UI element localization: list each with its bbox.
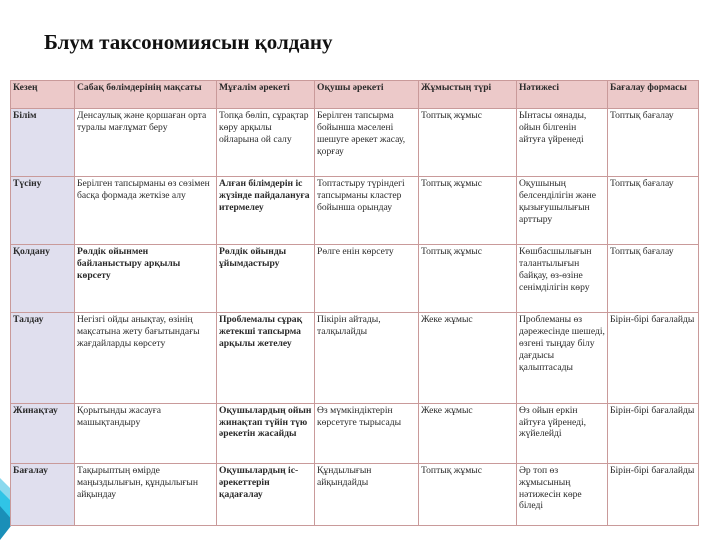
table-row bbox=[11, 403, 699, 463]
result-cell: Көшбасшылығын талантылығын байқау, өз-өзіне сенімділігін көру bbox=[517, 245, 608, 313]
col-header-goal: Сабақ бөлімдерінің мақсаты bbox=[75, 81, 217, 109]
stage-cell: Түсіну bbox=[11, 177, 75, 245]
work-cell: Топтық жұмыс bbox=[419, 463, 517, 525]
table-header-row bbox=[11, 81, 699, 109]
teacher-cell: Оқушылардың ойын жинақтап түйін түю әрекетін жасайды bbox=[217, 403, 315, 463]
bloom-taxonomy-table bbox=[10, 80, 699, 526]
student-cell: Пікірін айтады, талқылайды bbox=[315, 313, 419, 403]
student-cell: Өз мүмкіндіктерін көрсетуге тырысады bbox=[315, 403, 419, 463]
teacher-cell: Алған білімдерін іс жүзінде пайдалануға итермелеу bbox=[217, 177, 315, 245]
teacher-cell: Топқа бөліп, сұрақтар көру арқылы ойларына ой салу bbox=[217, 109, 315, 177]
work-cell: Топтық жұмыс bbox=[419, 245, 517, 313]
table-row bbox=[11, 463, 699, 525]
assessment-cell: Топтық бағалау bbox=[608, 177, 699, 245]
result-cell: Оқушының белсенділігін және қызығушылығын арттыру bbox=[517, 177, 608, 245]
work-cell: Жеке жұмыс bbox=[419, 313, 517, 403]
assessment-cell: Бірін-бірі бағалайды bbox=[608, 463, 699, 525]
col-header-result: Нәтижесі bbox=[517, 81, 608, 109]
teacher-cell: Рөлдік ойынды ұйымдастыру bbox=[217, 245, 315, 313]
assessment-cell: Бірін-бірі бағалайды bbox=[608, 313, 699, 403]
assessment-cell: Бірін-бірі бағалайды bbox=[608, 403, 699, 463]
result-cell: Ынтасы оянады, ойын білгенін айтуға үйренеді bbox=[517, 109, 608, 177]
col-header-assessment: Бағалау формасы bbox=[608, 81, 699, 109]
work-cell: Топтық жұмыс bbox=[419, 109, 517, 177]
teacher-cell: Оқушылардың іс-әрекеттерін қадағалау bbox=[217, 463, 315, 525]
work-cell: Жеке жұмыс bbox=[419, 403, 517, 463]
table-row bbox=[11, 109, 699, 177]
table-row bbox=[11, 245, 699, 313]
assessment-cell: Топтық бағалау bbox=[608, 109, 699, 177]
goal-cell: Қорытынды жасауға машықтандыру bbox=[75, 403, 217, 463]
stage-cell: Қолдану bbox=[11, 245, 75, 313]
stage-cell: Білім bbox=[11, 109, 75, 177]
table-row bbox=[11, 313, 699, 403]
goal-cell: Негізгі ойды анықтау, өзінің мақсатына жету бағытындағы жағдайларды көрсету bbox=[75, 313, 217, 403]
student-cell: Берілген тапсырма бойынша мәселені шешуге әрекет жасау, қорғау bbox=[315, 109, 419, 177]
goal-cell: Берілген тапсырманы өз сөзімен басқа формада жеткізе алу bbox=[75, 177, 217, 245]
student-cell: Құндылығын айқындайды bbox=[315, 463, 419, 525]
stage-cell: Бағалау bbox=[11, 463, 75, 525]
result-cell: Әр топ өз жұмысының нәтижесін көре біледі bbox=[517, 463, 608, 525]
result-cell: Өз ойын еркін айтуға үйренеді, жүйелейді bbox=[517, 403, 608, 463]
result-cell: Проблеманы өз дәрежесінде шешеді, өзгені тыңдау білу дағдысы қалыптасады bbox=[517, 313, 608, 403]
col-header-work: Жұмыстың түрі bbox=[419, 81, 517, 109]
assessment-cell: Топтық бағалау bbox=[608, 245, 699, 313]
goal-cell: Денсаулық және қоршаған орта туралы мағлұмат беру bbox=[75, 109, 217, 177]
goal-cell: Тақырыптың өмірде маңыздылығын, құндылығын айқындау bbox=[75, 463, 217, 525]
col-header-student: Оқушы әрекеті bbox=[315, 81, 419, 109]
stage-cell: Жинақтау bbox=[11, 403, 75, 463]
teacher-cell: Проблемалы сұрақ жетекші тапсырма арқылы жетелеу bbox=[217, 313, 315, 403]
slide-title: Блум таксономиясын қолдану bbox=[44, 30, 333, 54]
goal-cell: Рөлдік ойынмен байланыстыру арқылы көрсету bbox=[75, 245, 217, 313]
stage-cell: Талдау bbox=[11, 313, 75, 403]
work-cell: Топтық жұмыс bbox=[419, 177, 517, 245]
student-cell: Топтастыру түріндегі тапсырманы кластер бойынша орындау bbox=[315, 177, 419, 245]
col-header-stage: Кезең bbox=[11, 81, 75, 109]
student-cell: Рөлге енін көрсету bbox=[315, 245, 419, 313]
col-header-teacher: Мұғалім әрекеті bbox=[217, 81, 315, 109]
table-row bbox=[11, 177, 699, 245]
